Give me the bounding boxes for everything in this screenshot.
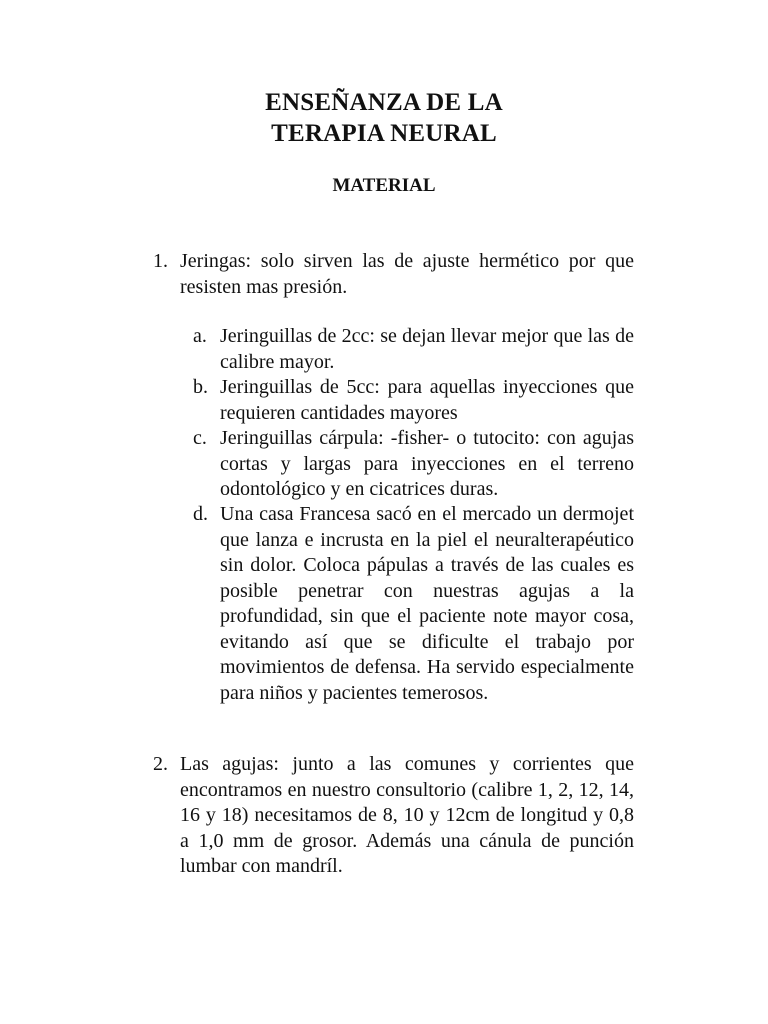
sub-item-marker: a. xyxy=(193,325,207,347)
list-item-text: Jeringas: solo sirven las de ajuste hermético por que resisten mas presión. xyxy=(180,250,634,298)
sub-item-b xyxy=(193,375,634,426)
sub-item-text: Jeringuillas de 5cc: para aquellas inyecciones que requieren cantidades mayores xyxy=(220,376,634,424)
section-heading: MATERIAL xyxy=(332,175,436,196)
sub-item-c xyxy=(193,426,634,503)
sub-item-a xyxy=(193,324,634,375)
document-title-line-1: ENSEÑANZA DE LA xyxy=(265,89,503,116)
document-title-line-2: TERAPIA NEURAL xyxy=(271,120,497,147)
sub-item-text: Una casa Francesa sacó en el mercado un dermojet que lanza e incrusta en la piel el neuralterapéutico sin dolor. Coloca pápulas a través de las cuales es posible penetrar con nuestras agujas a la profundidad, sin que el paciente note mayor cosa, evitando así que se dificulte el trabajo por movimientos de defensa. Ha servido especialmente para niños y pacientes temerosos. xyxy=(220,503,634,704)
list-marker: 2. xyxy=(153,753,168,775)
sub-item-marker: d. xyxy=(193,503,208,525)
sub-item-text: Jeringuillas cárpula: -fisher- o tutocito: con agujas cortas y largas para inyecciones en el terreno odontológico y en cicatrices duras. xyxy=(220,427,634,500)
sub-item-text: Jeringuillas de 2cc: se dejan llevar mejor que las de calibre mayor. xyxy=(220,325,634,373)
list-item-1 xyxy=(153,249,634,300)
list-item-text: Las agujas: junto a las comunes y corrientes que encontramos en nuestro consultorio (calibre 1, 2, 12, 14, 16 y 18) necesitamos de 8, 10 y 12cm de longitud y 0,8 a 1,0 mm de grosor. Además una cánula de punción lumbar con mandríl. xyxy=(180,753,634,877)
list-item-2 xyxy=(153,752,634,880)
sub-item-marker: b. xyxy=(193,376,208,398)
sub-item-d xyxy=(193,502,634,706)
list-marker: 1. xyxy=(153,250,168,272)
sub-item-marker: c. xyxy=(193,427,207,449)
